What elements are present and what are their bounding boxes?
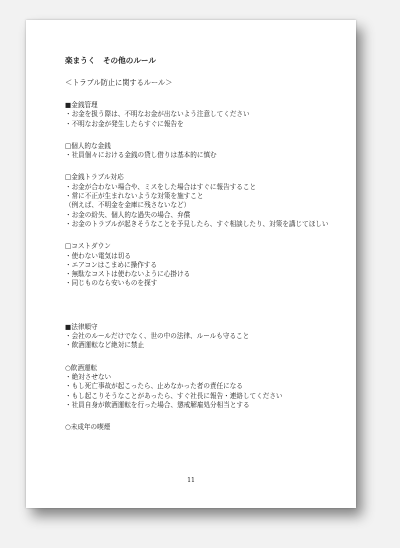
section-underage-smoking bbox=[65, 423, 334, 432]
page-number: 11 bbox=[187, 477, 195, 484]
page-content bbox=[65, 56, 334, 445]
list-item: ・エアコンはこまめに操作する bbox=[65, 260, 157, 269]
list-item: ・無駄なコストは使わないように心掛ける bbox=[65, 270, 191, 279]
section-heading: ■金銭管理 bbox=[65, 101, 98, 109]
section-heading: □金銭トラブル対応 bbox=[65, 173, 124, 182]
list-item: ・お金が合わない場合や、ミスをした場合はすぐに報告すること bbox=[65, 182, 257, 191]
list-item: ・お金のトラブルが起きそうなことを予見したら、すぐ相談したり、対策を講じてほしい bbox=[65, 219, 329, 228]
section-heading: ■法律順守 bbox=[65, 322, 98, 331]
list-item: ・使わない電気は切る bbox=[65, 251, 131, 260]
list-item: ・同じものなら安いものを探す bbox=[65, 279, 158, 288]
section-heading: □個人的な金銭 bbox=[65, 141, 111, 150]
list-item: ・もし死亡事故が起こったら、止めなかった者の責任になる bbox=[65, 382, 243, 391]
section-cost-down bbox=[65, 242, 334, 288]
document-page bbox=[26, 20, 356, 508]
list-item: （例えば、不明金を金庫に残さないなど） bbox=[65, 201, 191, 210]
list-item: ・お金の紛失、個人的な過失の場合、弁償 bbox=[65, 210, 191, 219]
section-legal-compliance bbox=[65, 323, 334, 351]
page-title: 楽まうく その他のルール bbox=[65, 56, 156, 65]
list-item: ・お金を扱う際は、不明なお金が出ないよう注意してください bbox=[65, 110, 250, 119]
list-item: ・社員個々における金銭の貸し借りは基本的に慎む bbox=[65, 151, 217, 160]
list-item: ・不明なお金が発生したらすぐに報告を bbox=[65, 119, 184, 128]
section-heading: ○未成年の喫煙 bbox=[65, 423, 111, 432]
page-subtitle: ＜トラブル防止に関するルール＞ bbox=[65, 78, 173, 87]
section-drunk-driving bbox=[65, 364, 334, 410]
section-money-trouble bbox=[65, 173, 334, 229]
section-heading: □コストダウン bbox=[65, 242, 111, 251]
list-item: ・絶対させない bbox=[65, 372, 112, 381]
list-item: ・飲酒運転など絶対に禁止 bbox=[65, 341, 145, 350]
list-item: ・会社のルールだけでなく、世の中の法律、ルールも守ること bbox=[65, 332, 250, 341]
list-item: ・常に不正が生まれないような対策を施すこと bbox=[65, 192, 204, 201]
section-heading: ○飲酒運転 bbox=[65, 363, 98, 372]
list-item: ・もし起こりそうなことがあったら、すぐ社長に報告・連絡してください bbox=[65, 391, 283, 400]
section-money-management bbox=[65, 101, 334, 129]
section-personal-money bbox=[65, 142, 334, 161]
list-item: ・社員自身が飲酒運転を行った場合、懲戒解雇処分相当とする bbox=[65, 400, 250, 409]
